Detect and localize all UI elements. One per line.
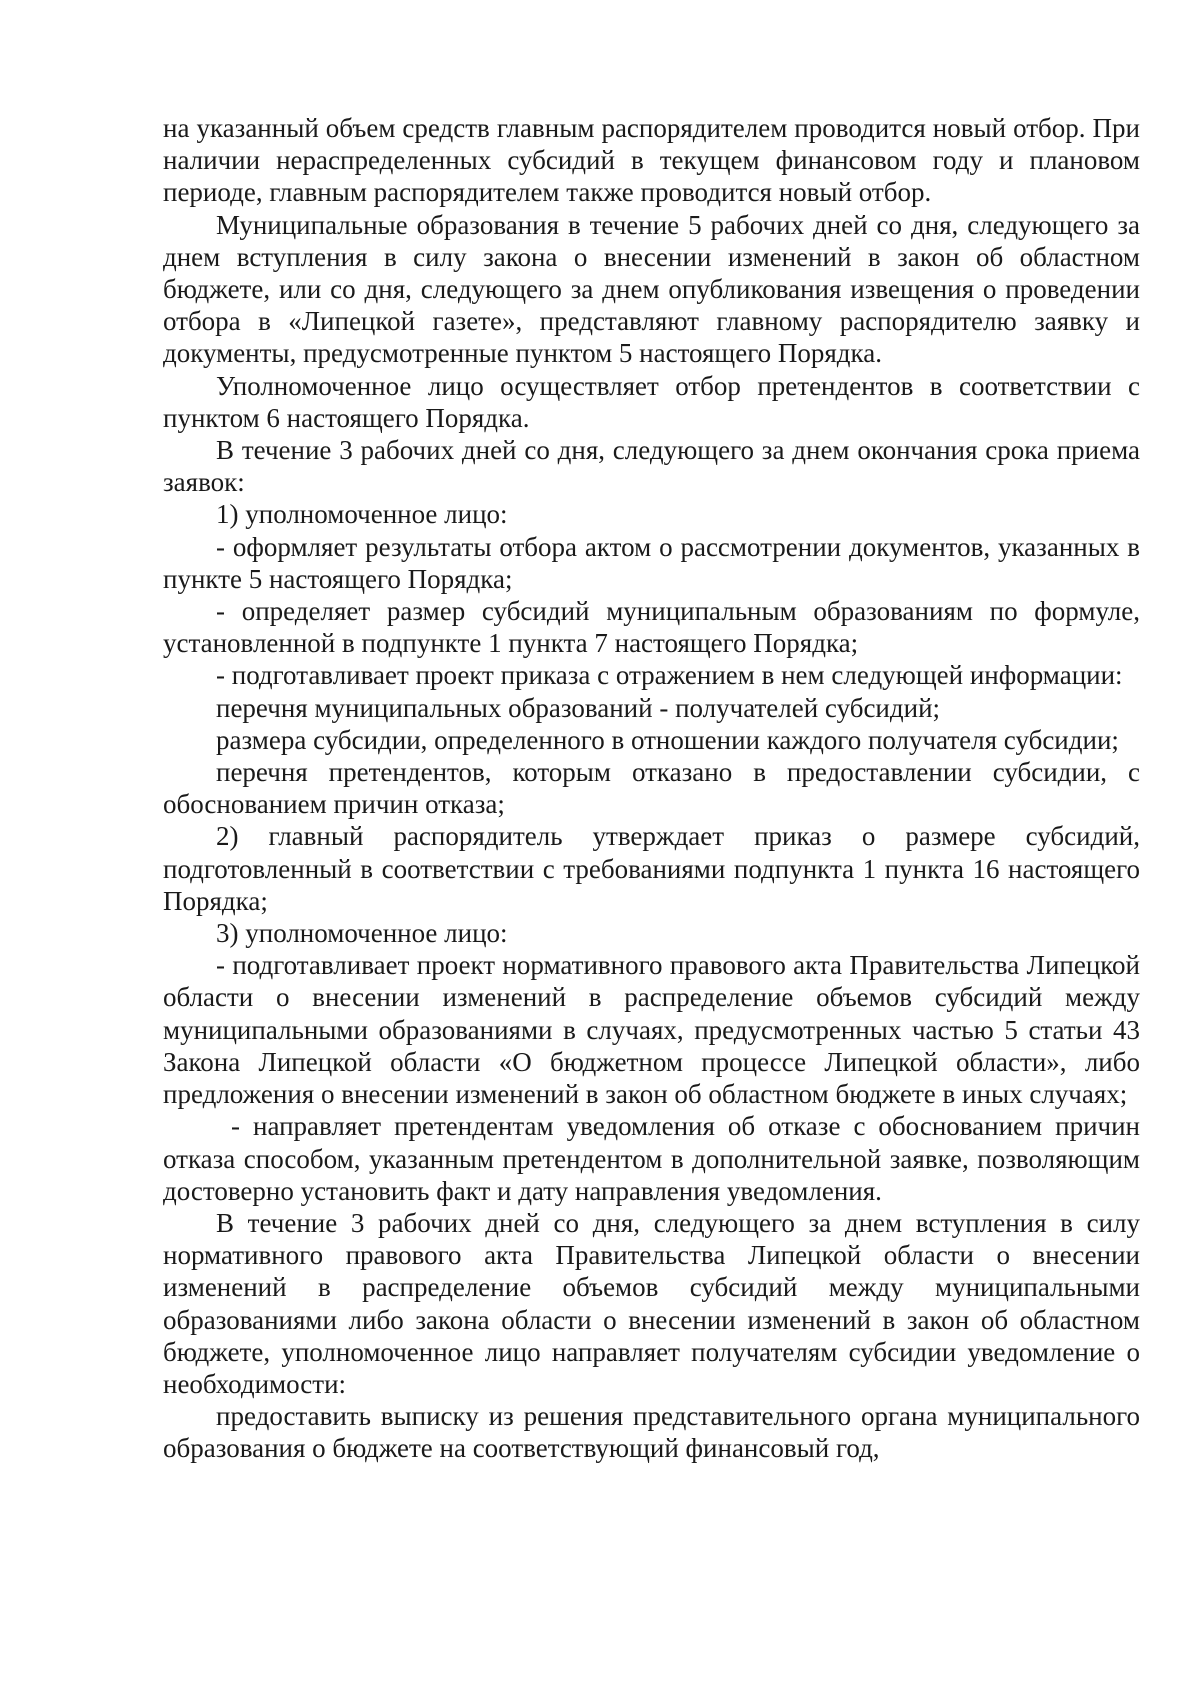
paragraph-three-days-after-deadline: В течение 3 рабочих дней со дня, следующего за днем окончания срока приема заявок:: [163, 435, 1140, 498]
paragraph-authorized-person-selection: Уполномоченное лицо осуществляет отбор претендентов в соответствии с пунктом 6 настоящего Порядка.: [163, 370, 1140, 433]
list-item-subsidy-size: - определяет размер субсидий муниципальным образованиям по формуле, установленной в подпункте 1 пункта 7 настоящего Порядка;: [163, 596, 1140, 659]
list-item-draft-order: - подготавливает проект приказа с отражением в нем следующей информации:: [216, 660, 1123, 691]
list-item-refused-applicants: перечня претендентов, которым отказано в предоставлении субсидии, с обоснованием причин отказа;: [163, 757, 1140, 820]
list-item-recipients-list: перечня муниципальных образований - получателей субсидий;: [216, 692, 941, 723]
list-item-2-order-approval: 2) главный распорядитель утверждает приказ о размере субсидий, подготовленный в соответствии с требованиями подпункта 1 пункта 16 настоящего Порядка;: [163, 821, 1140, 916]
list-item-3-authorized-person: 3) уполномоченное лицо:: [216, 918, 508, 949]
list-item-1-authorized-person: 1) уполномоченное лицо:: [216, 499, 508, 530]
document-body: [163, 112, 1140, 1465]
list-item-act-of-review: - оформляет результаты отбора актом о рассмотрении документов, указанных в пункте 5 настоящего Порядка;: [163, 531, 1140, 594]
paragraph-continuation-new-selection: на указанный объем средств главным распорядителем проводится новый отбор. При наличии нераспределенных субсидий в текущем финансовом году и плановом периоде, главным распорядителем также проводится новый отбор.: [163, 113, 1140, 208]
list-item-subsidy-amount: размера субсидии, определенного в отношении каждого получателя субсидии;: [216, 724, 1119, 755]
paragraph-three-days-after-entry-into-force: В течение 3 рабочих дней со дня, следующего за днем вступления в силу нормативного правового акта Правительства Липецкой области о внесении изменений в распределение объемов субсидий между муниципальными образованиями либо закона области о внесении изменений в закон об областном бюджете, уполномоченное лицо направляет получателям субсидии уведомление о необходимости:: [163, 1207, 1140, 1399]
list-item-refusal-notices: - направляет претендентам уведомления об отказе с обоснованием причин отказа способом, указанным претендентом в дополнительной заявке, позволяющим достоверно установить факт и дату направления уведомления.: [163, 1111, 1140, 1206]
list-item-draft-legal-act: - подготавливает проект нормативного правового акта Правительства Липецкой области о внесении изменений в распределение объемов субсидий между муниципальными образованиями в случаях, предусмотренных частью 5 статьи 43 Закона Липецкой области «О бюджетном процессе Липецкой области», либо предложения о внесении изменений в закон об областном бюджете в иных случаях;: [163, 950, 1140, 1110]
paragraph-provide-budget-extract: предоставить выписку из решения представительного органа муниципального образования о бюджете на соответствующий финансовый год,: [163, 1401, 1140, 1464]
paragraph-municipal-applications: Муниципальные образования в течение 5 рабочих дней со дня, следующего за днем вступления в силу закона о внесении изменений в закон об областном бюджете, или со дня, следующего за днем опубликования извещения о проведении отбора в «Липецкой газете», представляют главному распорядителю заявку и документы, предусмотренные пунктом 5 настоящего Порядка.: [163, 209, 1140, 369]
